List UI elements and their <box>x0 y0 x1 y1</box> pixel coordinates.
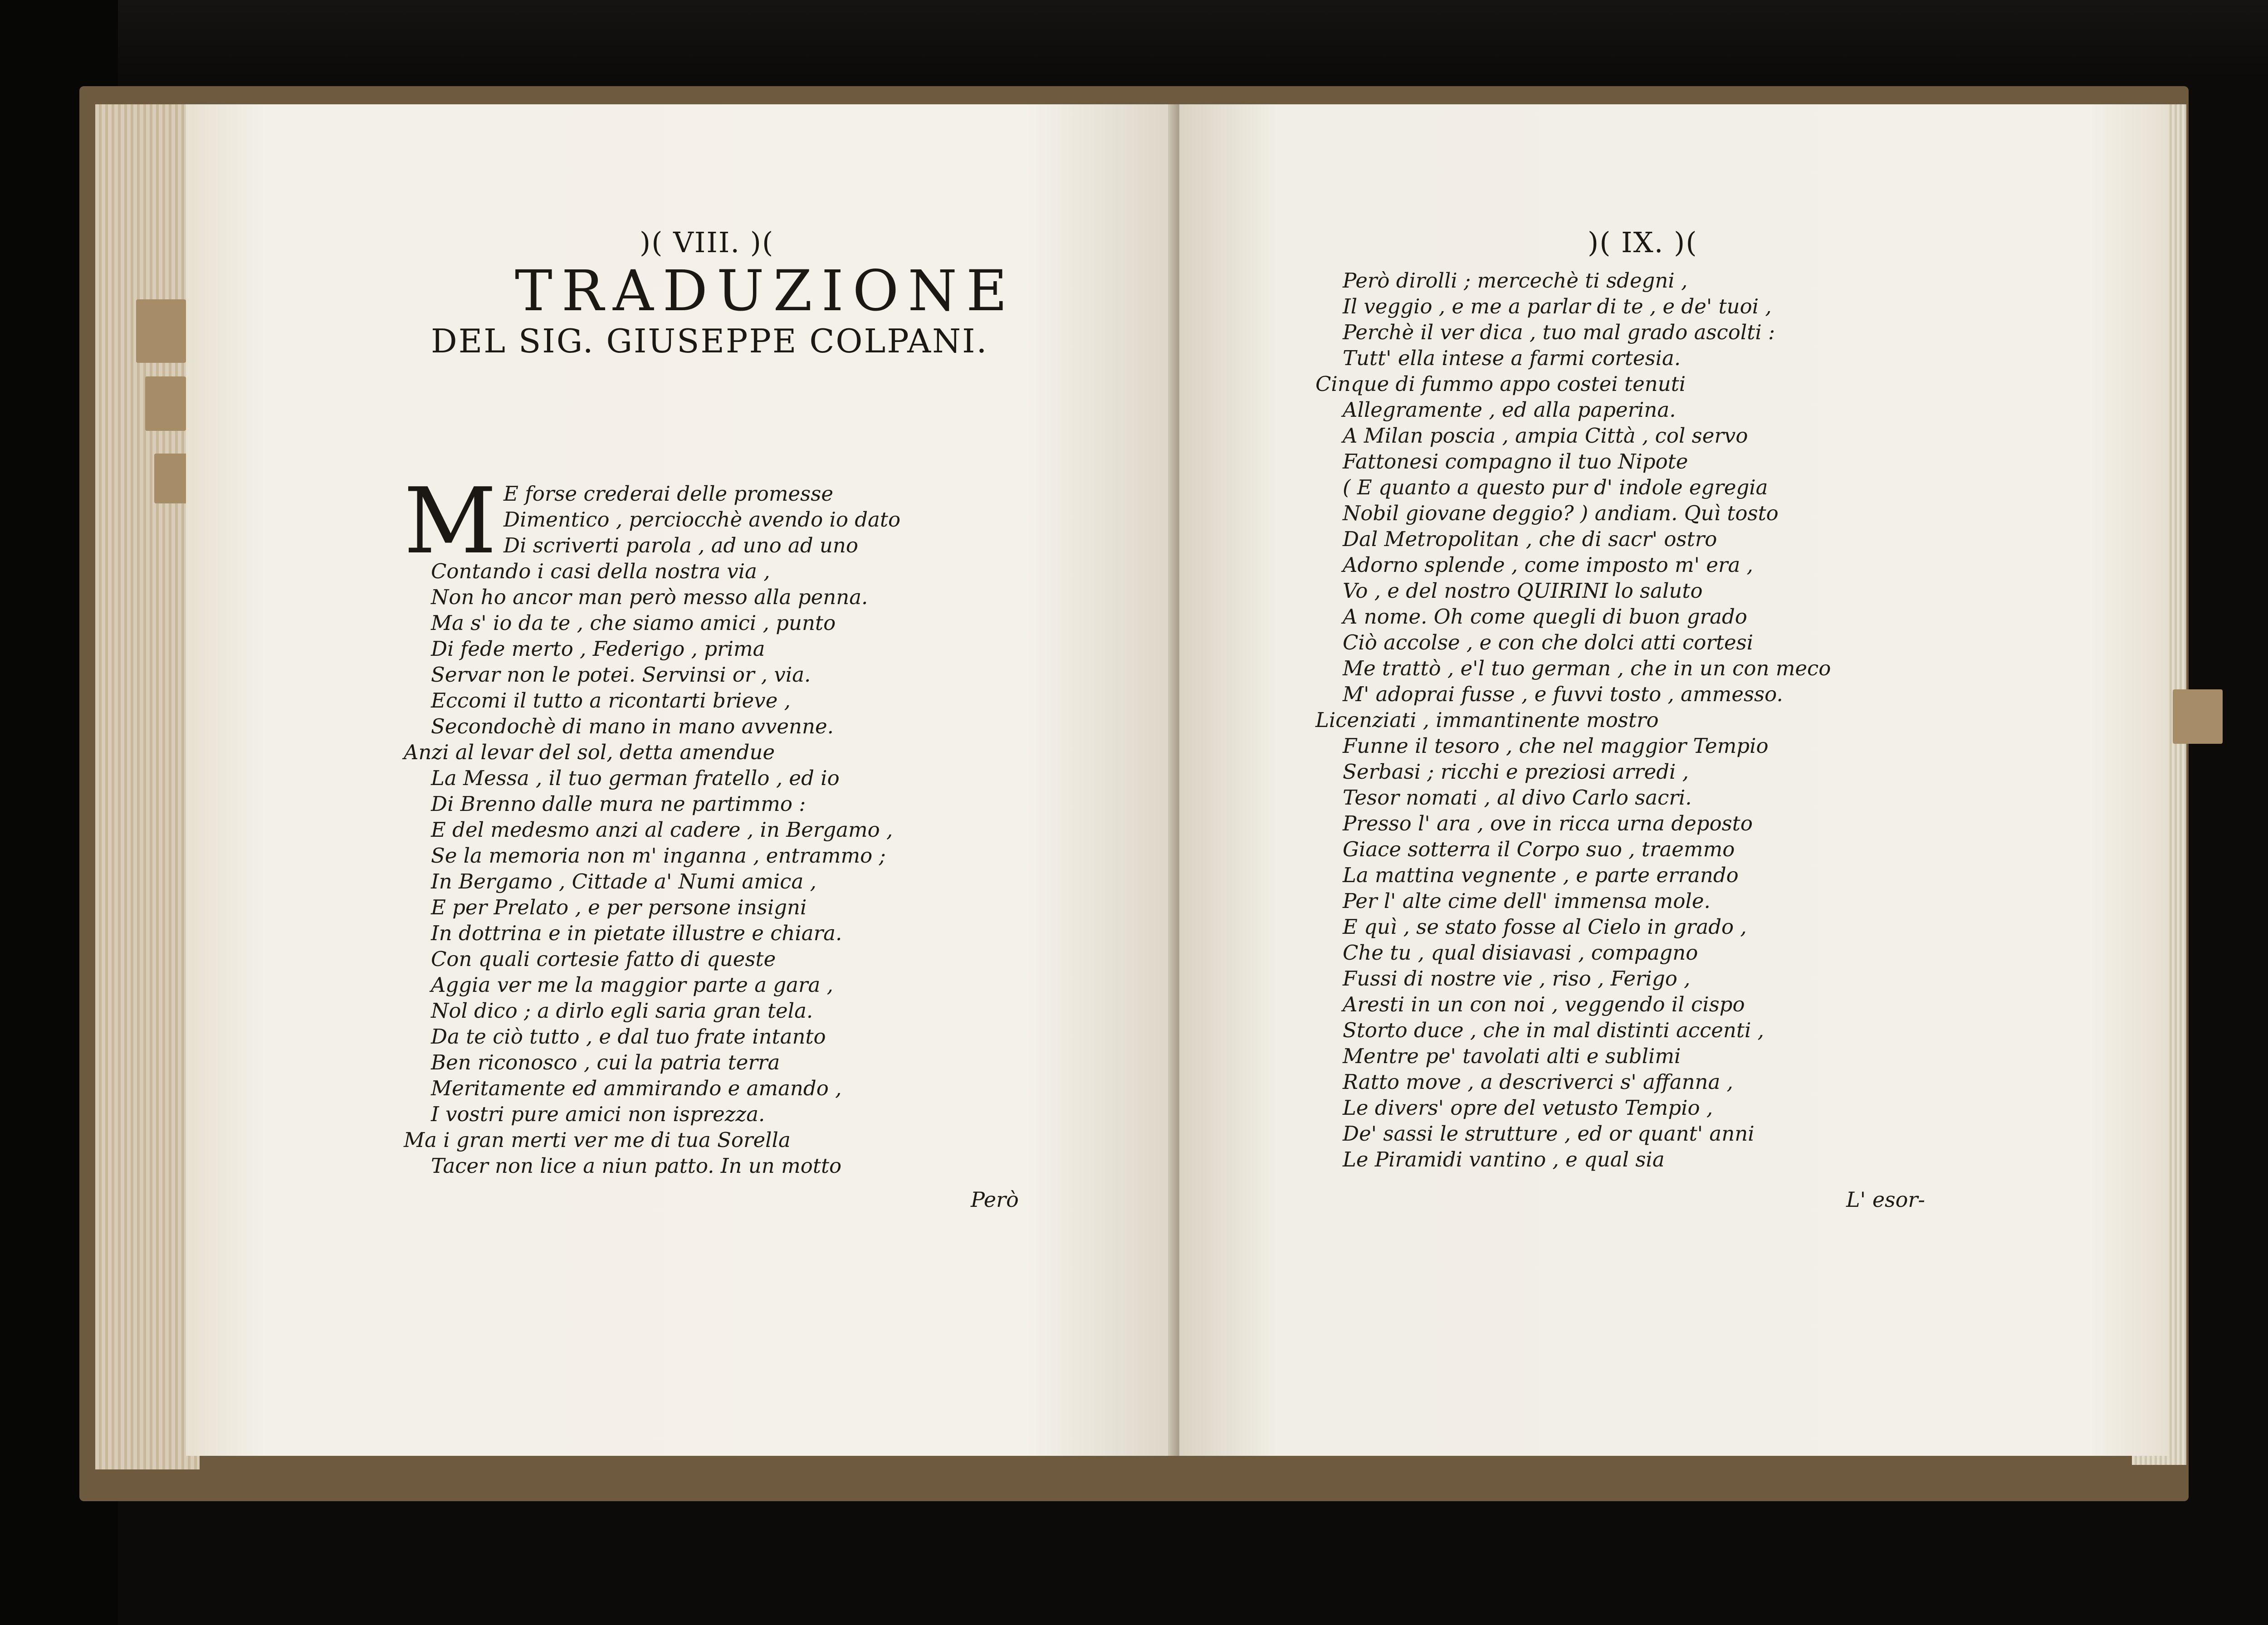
running-head: )( VIII. )( <box>640 226 774 259</box>
verse-line: Tesor nomati , al divo Carlo sacri. <box>1343 786 1692 810</box>
verse-line: Anzi al levar del sol, detta amendue <box>404 740 775 764</box>
verse-line: Adorno splende , come imposto m' era , <box>1343 553 1753 577</box>
verse-line: La mattina vegnente , e parte errando <box>1343 863 1739 887</box>
running-head: )( IX. )( <box>1588 226 1698 259</box>
verse-line: Me trattò , e'l tuo german , che in un con meco <box>1343 656 1831 680</box>
verse-line: Allegramente , ed alla paperina. <box>1343 398 1676 422</box>
verse-line: Però dirolli ; mercechè ti sdegni , <box>1343 268 1688 293</box>
verse-line: La Messa , il tuo german fratello , ed io <box>431 766 840 790</box>
verse-line: Ciò accolse , e con che dolci atti cortesi <box>1343 630 1754 654</box>
verse-line: Fattonesi compagno il tuo Nipote <box>1343 449 1688 473</box>
verse-line: A Milan poscia , ampia Città , col servo <box>1343 424 1748 448</box>
page-subtitle: DEL SIG. GIUSEPPE COLPANI. <box>431 322 988 360</box>
verse-line: Servar non le potei. Servinsi or , via. <box>431 663 811 687</box>
catchword: Però <box>971 1187 1019 1212</box>
verse-line: Le divers' opre del vetusto Tempio , <box>1343 1096 1713 1120</box>
verse-line: Contando i casi della nostra via , <box>431 559 770 583</box>
verse-line: Le Piramidi vantino , e qual sia <box>1343 1147 1665 1171</box>
verse-line: M' adoprai fusse , e fuvvi tosto , ammesso. <box>1343 682 1783 706</box>
verse-line: Perchè il ver dica , tuo mal grado ascolti : <box>1343 320 1775 344</box>
verse-line: Funne il tesoro , che nel maggior Tempio <box>1343 734 1769 758</box>
paper-tab <box>2173 689 2223 744</box>
verse-line: Ma s' io da te , che siamo amici , punto <box>431 611 836 635</box>
verse-line: Aresti in un con noi , veggendo il cispo <box>1343 992 1745 1016</box>
paper-tab <box>154 454 191 503</box>
verse-line: Nobil giovane deggio? ) andiam. Quì tosto <box>1343 501 1779 525</box>
verse-line: E forse crederai delle promesse <box>503 482 833 506</box>
verse-line: Di scriverti parola , ad uno ad uno <box>503 533 858 557</box>
verse-line: Dal Metropolitan , che di sacr' ostro <box>1343 527 1717 551</box>
verse-line: Non ho ancor man però messo alla penna. <box>431 585 868 609</box>
verse-line: De' sassi le strutture , ed or quant' anni <box>1343 1122 1755 1146</box>
verse-line: I vostri pure amici non isprezza. <box>431 1102 765 1126</box>
verse-line: Ratto move , a descriverci s' affanna , <box>1343 1070 1733 1094</box>
verse-line: Di Brenno dalle mura ne partimmo : <box>431 792 806 816</box>
verse-line: Licenziati , immantinente mostro <box>1315 708 1659 732</box>
verse-line: Cinque di fummo appo costei tenuti <box>1315 372 1686 396</box>
verse-line: Nol dico ; a dirlo egli saria gran tela. <box>431 999 813 1023</box>
catchword: L' esor- <box>1846 1187 1925 1212</box>
verse-line: Mentre pe' tavolati alti e sublimi <box>1343 1044 1681 1068</box>
verse-line: Tutt' ella intese a farmi cortesia. <box>1343 346 1681 370</box>
paper-tab <box>145 376 186 431</box>
verse-line: E del medesmo anzi al cadere , in Bergamo , <box>431 818 893 842</box>
left-page <box>186 104 1175 1456</box>
verse-line: Tacer non lice a niun patto. In un motto <box>431 1154 842 1178</box>
verse-line: E quì , se stato fosse al Cielo in grado , <box>1343 915 1747 939</box>
verse-line: Fussi di nostre vie , riso , Ferigo , <box>1343 966 1691 991</box>
verse-line: Storto duce , che in mal distinti accenti , <box>1343 1018 1764 1042</box>
page-title: TRADUZIONE <box>515 259 1017 324</box>
paper-tab <box>136 299 186 363</box>
right-page <box>1179 104 2168 1456</box>
verse-line: Presso l' ara , ove in ricca urna deposto <box>1343 811 1753 835</box>
verse-line: ( E quanto a questo pur d' indole egregia <box>1343 475 1768 499</box>
drop-cap: M <box>404 468 497 574</box>
verse-line: A nome. Oh come quegli di buon grado <box>1343 605 1747 629</box>
verse-line: In dottrina e in pietate illustre e chiara. <box>431 921 842 945</box>
verse-line: Dimentico , perciocchè avendo io dato <box>503 508 901 532</box>
verse-line: Secondochè di mano in mano avvenne. <box>431 714 834 738</box>
scan-background-top <box>0 0 2268 77</box>
verse-line: Di fede merto , Federigo , prima <box>431 637 765 661</box>
verse-line: Ma i gran merti ver me di tua Sorella <box>404 1128 791 1152</box>
verse-line: Serbasi ; ricchi e preziosi arredi , <box>1343 760 1689 784</box>
verse-line: Aggia ver me la maggior parte a gara , <box>431 973 833 997</box>
verse-line: Meritamente ed ammirando e amando , <box>431 1076 842 1100</box>
verse-line: Con quali cortesie fatto di queste <box>431 947 776 971</box>
verse-line: Se la memoria non m' inganna , entrammo ; <box>431 844 886 868</box>
verse-line: Vo , e del nostro QUIRINI lo saluto <box>1343 579 1703 603</box>
verse-line: Ben riconosco , cui la patria terra <box>431 1050 780 1074</box>
verse-line: Da te ciò tutto , e dal tuo frate intanto <box>431 1025 826 1049</box>
verse-line: In Bergamo , Cittade a' Numi amica , <box>431 869 816 893</box>
verse-line: Eccomi il tutto a ricontarti brieve , <box>431 688 791 712</box>
verse-line: E per Prelato , e per persone insigni <box>431 895 807 919</box>
verse-line: Per l' alte cime dell' immensa mole. <box>1343 889 1711 913</box>
verse-line: Il veggio , e me a parlar di te , e de' tuoi , <box>1343 294 1772 318</box>
verse-line: Che tu , qual disiavasi , compagno <box>1343 941 1698 965</box>
verse-line: Giace sotterra il Corpo suo , traemmo <box>1343 837 1735 861</box>
